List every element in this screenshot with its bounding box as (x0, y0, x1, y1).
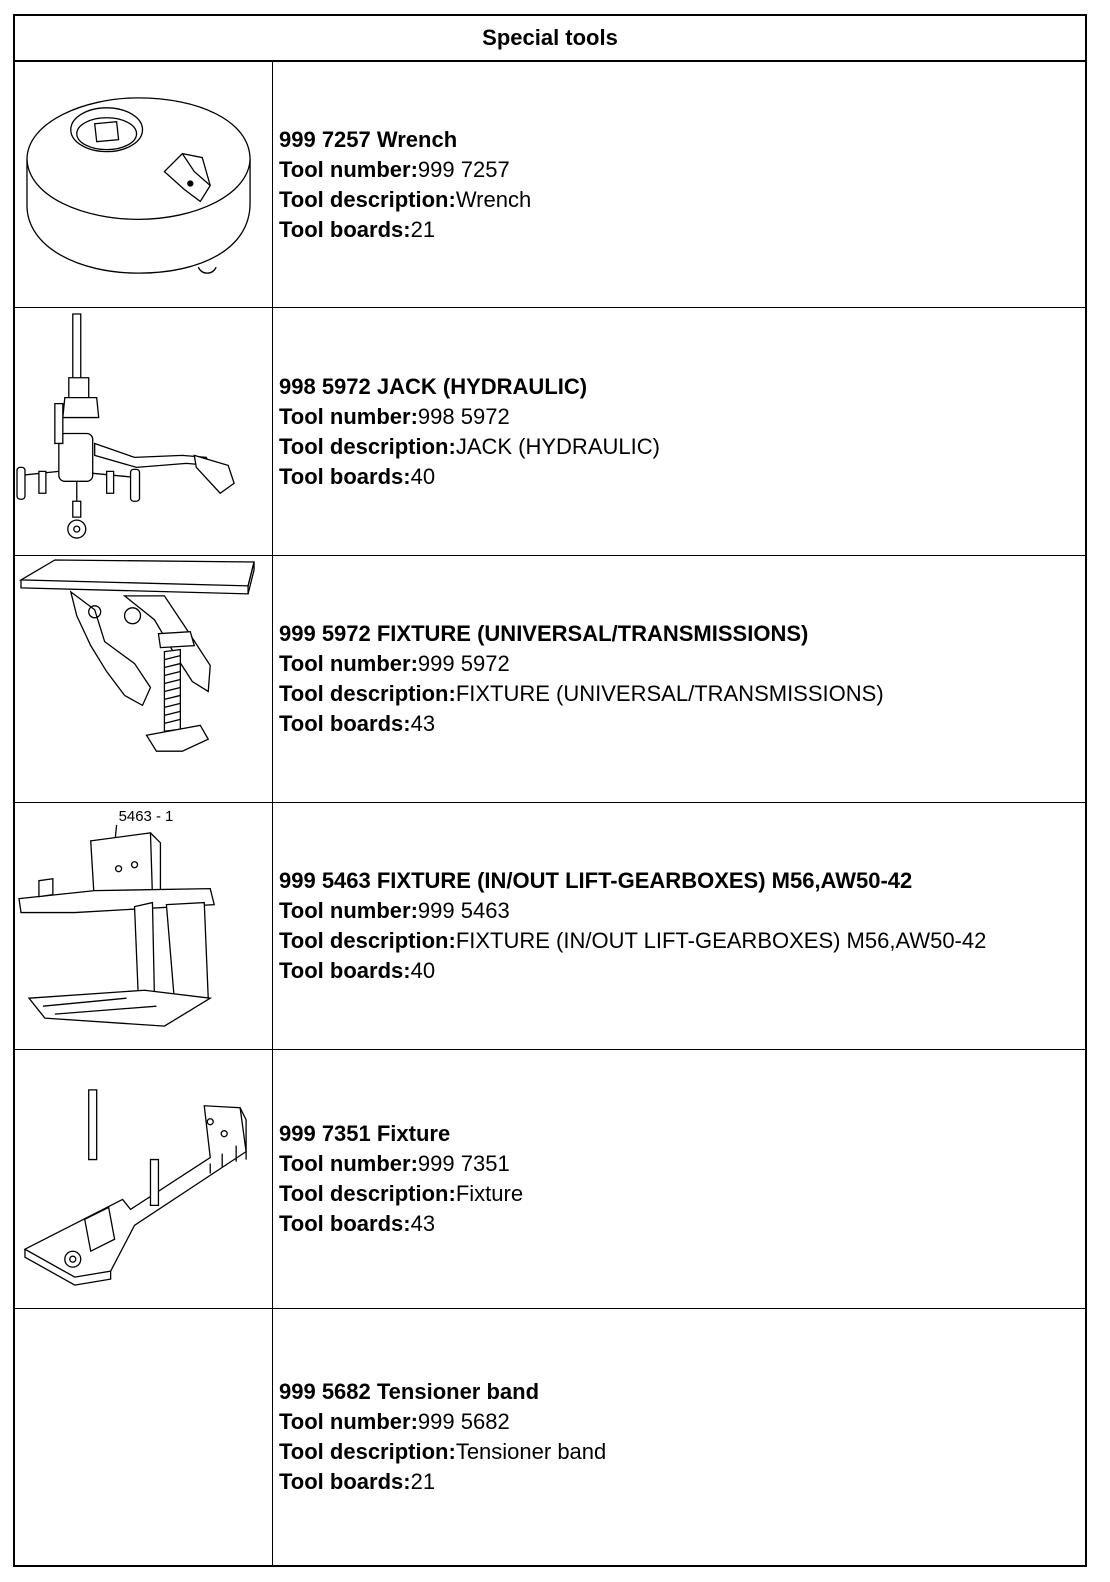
tool-details (279, 62, 1081, 307)
tool-number-value: 999 5682 (417, 1409, 510, 1434)
tool-boards-label: Tool boards: (279, 958, 411, 983)
callout-label: 5463 - 1 (118, 807, 174, 825)
special-tools-table (13, 14, 1087, 1567)
tool-number-label: Tool number: (279, 156, 418, 182)
tool-number-label: Tool number: (279, 1409, 418, 1434)
tool-number-value: 999 7351 (417, 1151, 510, 1176)
tool-description-value: Tensioner band (455, 1439, 607, 1464)
tool-description-value: Fixture (455, 1181, 524, 1206)
wrench-illustration (15, 62, 273, 307)
tool-number-label: Tool number: (279, 898, 418, 923)
tool-number-label: Tool number: (279, 651, 418, 676)
table-row (15, 803, 1085, 1050)
tool-description-label: Tool description: (279, 928, 456, 953)
tool-boards-value: 40 (410, 463, 436, 489)
table-row (15, 62, 1085, 308)
tool-number-value: 999 5972 (417, 651, 510, 676)
tool-description-value: FIXTURE (UNIVERSAL/TRANSMISSIONS) (455, 681, 884, 706)
tool-boards-label: Tool boards: (279, 711, 411, 736)
tool-boards-label: Tool boards: (279, 216, 411, 242)
table-header: Special tools (15, 16, 1085, 62)
tool-number-label: Tool number: (279, 1151, 418, 1176)
tool-boards-value: 40 (410, 958, 436, 983)
tool-boards-value: 21 (410, 1469, 436, 1494)
tool-title: 999 5972 FIXTURE (UNIVERSAL/TRANSMISSIONS) (279, 621, 809, 646)
tool-boards-value: 21 (410, 216, 436, 242)
tool-number-label: Tool number: (279, 403, 418, 429)
tool-number-value: 999 7257 (417, 156, 510, 182)
tool-details (279, 1309, 1081, 1565)
table-row (15, 1309, 1085, 1565)
tool-description-label: Tool description: (279, 1439, 456, 1464)
tool-title: 999 5682 Tensioner band (279, 1379, 540, 1404)
tool-boards-label: Tool boards: (279, 1469, 411, 1494)
tool-description-value: JACK (HYDRAULIC) (455, 433, 660, 459)
tool-description-value: FIXTURE (IN/OUT LIFT-GEARBOXES) M56,AW50-42 (455, 928, 987, 953)
tool-title: 999 7351 Fixture (279, 1121, 451, 1146)
gearbox-fixture-illustration (15, 803, 273, 1049)
tool-title: 998 5972 JACK (HYDRAULIC) (279, 373, 588, 399)
tool-description-value: Wrench (455, 186, 532, 212)
table-row (15, 1050, 1085, 1309)
tool-details (279, 803, 1081, 1049)
empty-image-cell (15, 1309, 273, 1565)
tool-boards-label: Tool boards: (279, 463, 411, 489)
tool-details (279, 1050, 1081, 1308)
universal-fixture-illustration (15, 556, 273, 802)
table-row (15, 556, 1085, 803)
tool-description-label: Tool description: (279, 433, 456, 459)
tool-number-value: 998 5972 (417, 403, 510, 429)
table-row (15, 308, 1085, 556)
tool-description-label: Tool description: (279, 681, 456, 706)
tool-details (279, 308, 1081, 555)
tool-title: 999 7257 Wrench (279, 126, 458, 152)
tool-description-label: Tool description: (279, 1181, 456, 1206)
tool-number-value: 999 5463 (417, 898, 510, 923)
fixture-plate-illustration (15, 1050, 273, 1308)
tool-boards-value: 43 (410, 711, 436, 736)
tool-boards-value: 43 (410, 1211, 436, 1236)
tool-boards-label: Tool boards: (279, 1211, 411, 1236)
hydraulic-jack-illustration (15, 308, 273, 555)
tool-description-label: Tool description: (279, 186, 456, 212)
tool-details (279, 556, 1081, 802)
tool-title: 999 5463 FIXTURE (IN/OUT LIFT-GEARBOXES) M56,AW50-42 (279, 868, 913, 893)
